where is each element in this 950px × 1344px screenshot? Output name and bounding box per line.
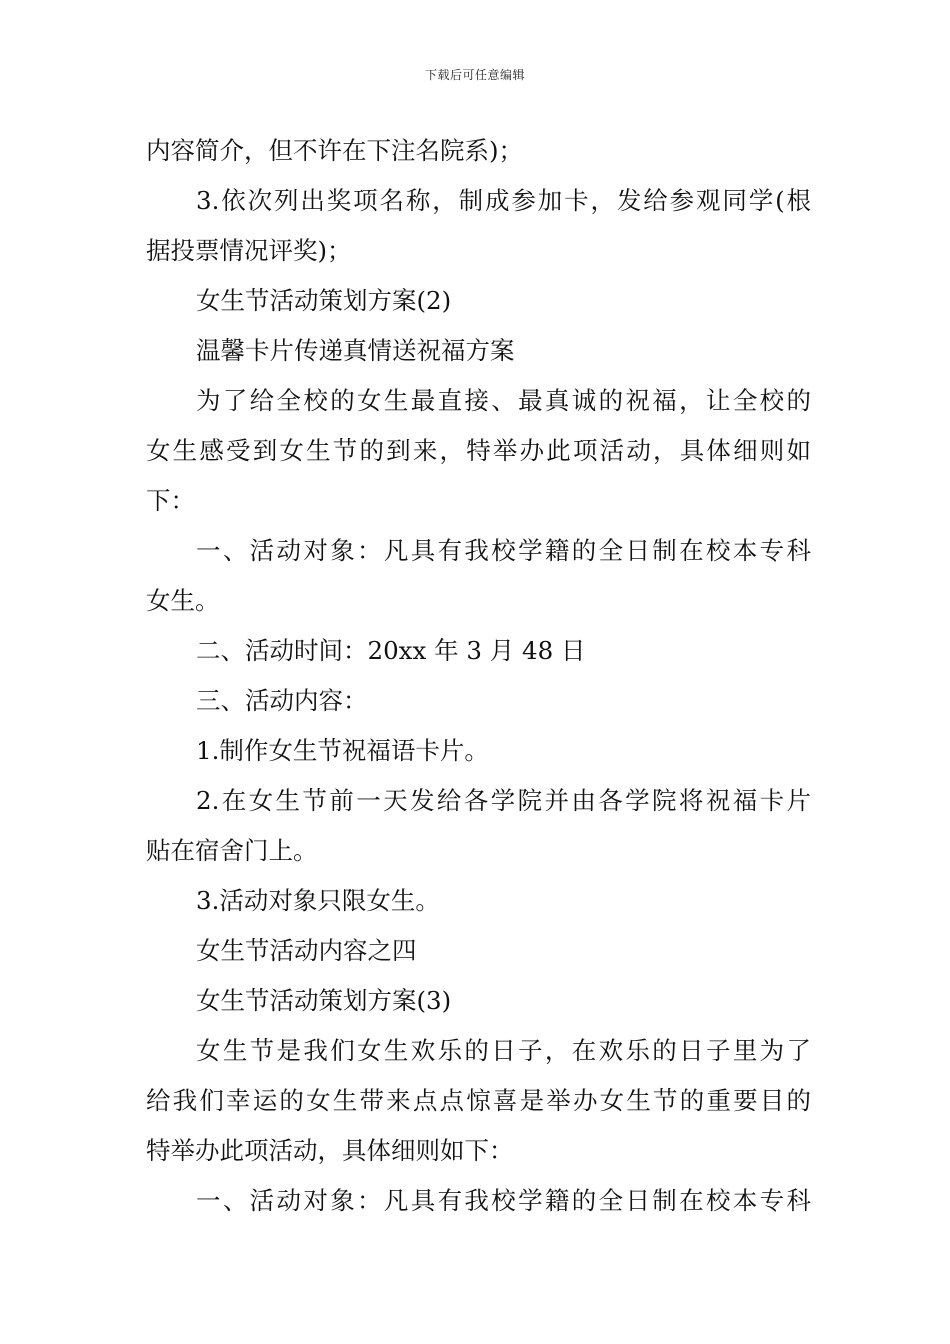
section-heading: 温馨卡片传递真情送祝福方案 (196, 336, 515, 365)
section-heading: 女生节活动策划方案(3) (196, 986, 452, 1015)
paragraph-line: 一、活动对象：凡具有我校学籍的全日制在校本专科 (196, 536, 811, 565)
paragraph-line: 3.依次列出奖项名称，制成参加卡，发给参观同学(根 (196, 186, 811, 215)
paragraph-line: 据投票情况评奖)； (146, 236, 352, 265)
paragraph-line: 女生感受到女生节的到来，特举办此项活动，具体细则如 (146, 436, 811, 465)
paragraph-line: 下： (146, 486, 195, 515)
paragraph-line: 3.活动对象只限女生。 (196, 886, 440, 915)
paragraph-line: 一、活动对象：凡具有我校学籍的全日制在校本专科 (196, 1186, 811, 1215)
paragraph-line: 内容简介，但不许在下注名院系)； (146, 136, 524, 165)
page-header: 下载后可任意编辑 (424, 68, 525, 82)
paragraph-line: 女生。 (146, 586, 220, 615)
paragraph-line: 1.制作女生节祝福语卡片。 (196, 736, 489, 765)
paragraph-line: 二、活动时间：20xx 年 3 月 48 日 (196, 636, 586, 665)
section-heading: 女生节活动策划方案(2) (196, 286, 452, 315)
document-body (146, 126, 811, 1226)
paragraph-line: 为了给全校的女生最直接、最真诚的祝福，让全校的 (196, 386, 811, 415)
paragraph-line: 贴在宿舍门上。 (146, 836, 318, 865)
paragraph-line: 给我们幸运的女生带来点点惊喜是举办女生节的重要目的 (146, 1086, 811, 1115)
paragraph-line: 特举办此项活动，具体细则如下： (146, 1136, 514, 1165)
section-heading: 女生节活动内容之四 (196, 936, 417, 965)
paragraph-line: 三、活动内容： (196, 686, 368, 715)
paragraph-line: 2.在女生节前一天发给各学院并由各学院将祝福卡片 (196, 786, 811, 815)
paragraph-line: 女生节是我们女生欢乐的日子，在欢乐的日子里为了 (196, 1036, 811, 1065)
